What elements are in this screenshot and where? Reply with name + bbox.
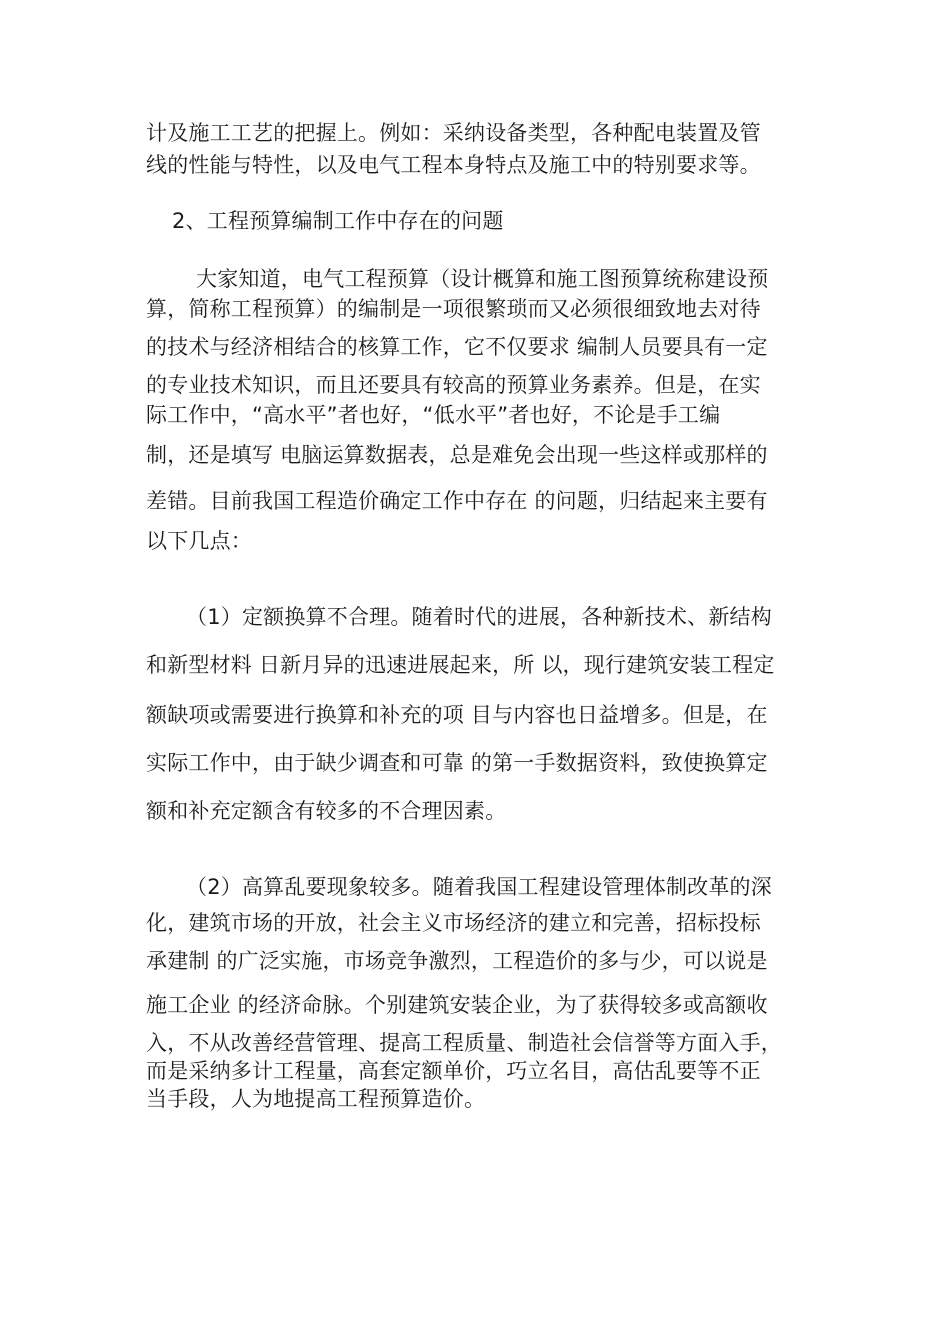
text-line: 额和补充定额含有较多的不合理因素。 xyxy=(146,799,507,823)
text-line: 算，简称工程预算）的编制是一项很繁琐而又必须很细致地去对待 xyxy=(146,297,761,321)
text-line: （2）高算乱要现象较多。随着我国工程建设管理体制改革的深 xyxy=(186,875,772,899)
text-line: 际工作中，“高水平”者也好，“低水平”者也好，不论是手工编 xyxy=(146,403,721,427)
text-line: 差错。目前我国工程造价确定工作中存在 的问题，归结起来主要有 xyxy=(146,489,768,513)
text-line: 而是采纳多计工程量，高套定额单价，巧立名目，高估乱要等不正 xyxy=(146,1059,761,1083)
text-line: 当手段，人为地提高工程预算造价。 xyxy=(146,1087,486,1111)
text-line: 制，还是填写 电脑运算数据表，总是难免会出现一些这样或那样的 xyxy=(146,443,768,467)
text-line: 实际工作中，由于缺少调查和可靠 的第一手数据资料，致使换算定 xyxy=(146,751,768,775)
text-line: 承建制 的广泛实施，市场竞争激烈，工程造价的多与少，可以说是 xyxy=(146,949,768,973)
text-line: 施工企业 的经济命脉。个别建筑安装企业，为了获得较多或高额收 xyxy=(146,993,768,1017)
text-line: 的专业技术知识，而且还要具有较高的预算业务素养。但是，在实 xyxy=(146,373,761,397)
text-line: 大家知道，电气工程预算（设计概算和施工图预算统称建设预 xyxy=(196,267,769,291)
text-line: 和新型材料 日新月异的迅速进展起来，所 以，现行建筑安装工程定 xyxy=(146,653,775,677)
text-line: 化，建筑市场的开放，社会主义市场经济的建立和完善，招标投标 xyxy=(146,911,761,935)
text-line: 以下几点： xyxy=(146,529,252,553)
section-heading: 2、工程预算编制工作中存在的问题 xyxy=(172,209,504,233)
text-line: 额缺项或需要进行换算和补充的项 目与内容也日益增多。但是，在 xyxy=(146,703,768,727)
text-line: 入，不从改善经营管理、提高工程质量、制造社会信誉等方面入手， xyxy=(146,1031,782,1055)
text-line: 线的性能与特性，以及电气工程本身特点及施工中的特别要求等。 xyxy=(146,153,761,177)
text-line: （1）定额换算不合理。随着时代的进展，各种新技术、新结构 xyxy=(186,605,772,629)
text-line: 计及施工工艺的把握上。例如：采纳设备类型，各种配电装置及管 xyxy=(146,121,761,145)
text-line: 的技术与经济相结合的核算工作，它不仅要求 编制人员要具有一定 xyxy=(146,335,768,359)
